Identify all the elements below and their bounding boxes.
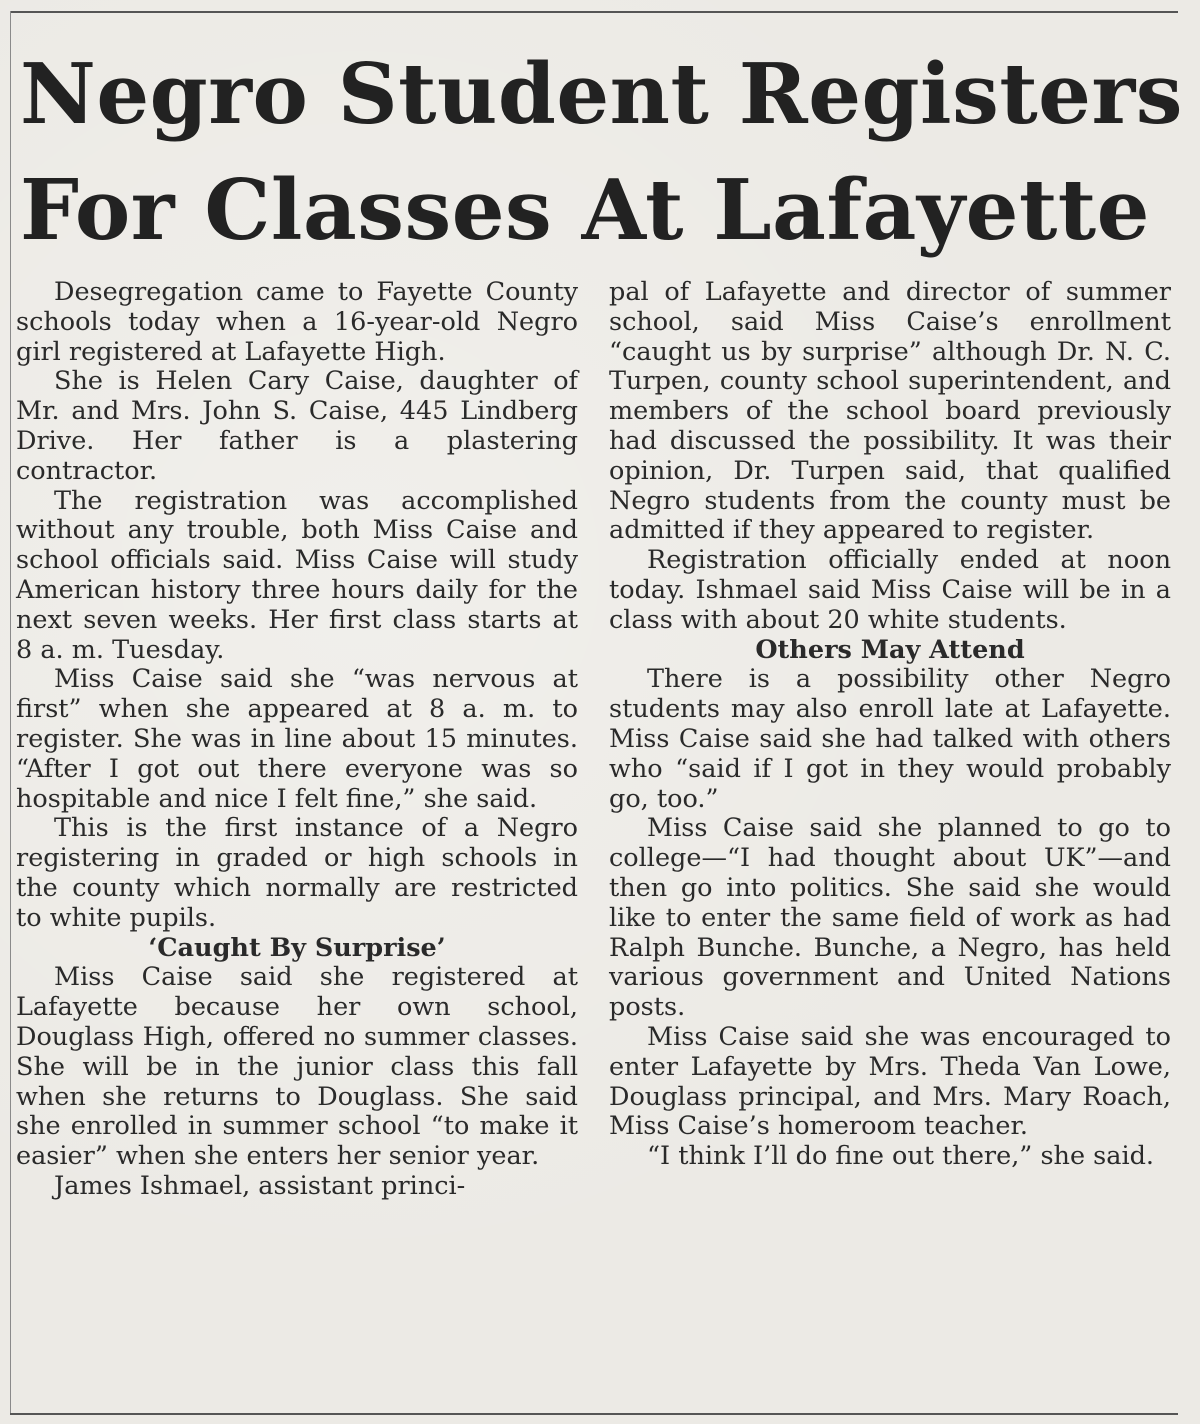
paragraph-continued: pal of Lafayette and director of summer school, said Miss Caise’s enrollment “caught us by surprise” although Dr. N. C. Turpen, county school superintendent, and members of the school board previously had discussed the possibility. It was their opinion, Dr. Turpen said, that qualified Negro students from the county must be admitted if they appeared to register. <box>609 277 1171 546</box>
paragraph: She is Helen Cary Caise, daughter of Mr. and Mrs. John S. Caise, 445 Lindberg Drive. Her father is a plastering contractor. <box>16 366 578 486</box>
subhead-caught-by-surprise: ‘Caught By Surprise’ <box>148 932 446 963</box>
article-column-left <box>16 278 578 1202</box>
headline <box>20 36 1190 268</box>
paragraph: Miss Caise said she was encouraged to enter Lafayette by Mrs. Theda Van Lowe, Douglass principal, and Mrs. Mary Roach, Miss Caise’s homeroom teacher. <box>609 1021 1171 1142</box>
paragraph: Miss Caise said she “was nervous at first” when she appeared at 8 a. m. to register. She was in line about 15 minutes. “After I got out there everyone was so hospitable and nice I felt fine,” she said. <box>16 664 578 814</box>
paragraph: This is the first instance of a Negro registering in graded or high schools in the county which normally are restricted to white pupils. <box>16 813 578 933</box>
bottom-rule <box>10 1413 1178 1415</box>
paragraph: Miss Caise said she registered at Lafayette because her own school, Douglass High, offered no summer classes. She will be in the junior class this fall when she returns to Douglass. She said she enrolled in summer school “to make it easier” when she enters her senior year. <box>16 962 578 1172</box>
paragraph: “I think I’ll do fine out there,” she said. <box>647 1141 1155 1172</box>
headline-line-2: For Classes At Lafayette <box>20 161 1150 259</box>
headline-line-1: Negro Student Registers <box>20 45 1183 143</box>
paragraph: There is a possibility other Negro students may also enroll late at Lafayette. Miss Caise said she had talked with others who “said if I got in they would probably go, too.” <box>609 664 1171 814</box>
paragraph: The registration was accomplished without any trouble, both Miss Caise and school officials said. Miss Caise will study American history three hours daily for the next seven weeks. Her first class starts at 8 a. m. Tuesday. <box>16 485 578 665</box>
paragraph: Registration officially ended at noon today. Ishmael said Miss Caise will be in a class with about 20 white students. <box>609 545 1171 635</box>
left-border <box>10 11 11 1415</box>
subhead-others-may-attend: Others May Attend <box>755 634 1025 665</box>
paragraph: Miss Caise said she planned to go to college—“I had thought about UK”—and then go into politics. She said she would like to enter the same field of work as had Ralph Bunche. Bunche, a Negro, has held various government and United Nations posts. <box>609 813 1171 1023</box>
top-rule <box>10 11 1178 13</box>
paragraph: James Ishmael, assistant princi- <box>54 1170 466 1201</box>
paragraph: Desegregation came to Fayette County schools today when a 16-year-old Negro girl registered at Lafayette High. <box>16 277 578 367</box>
article-column-right <box>609 278 1171 1172</box>
